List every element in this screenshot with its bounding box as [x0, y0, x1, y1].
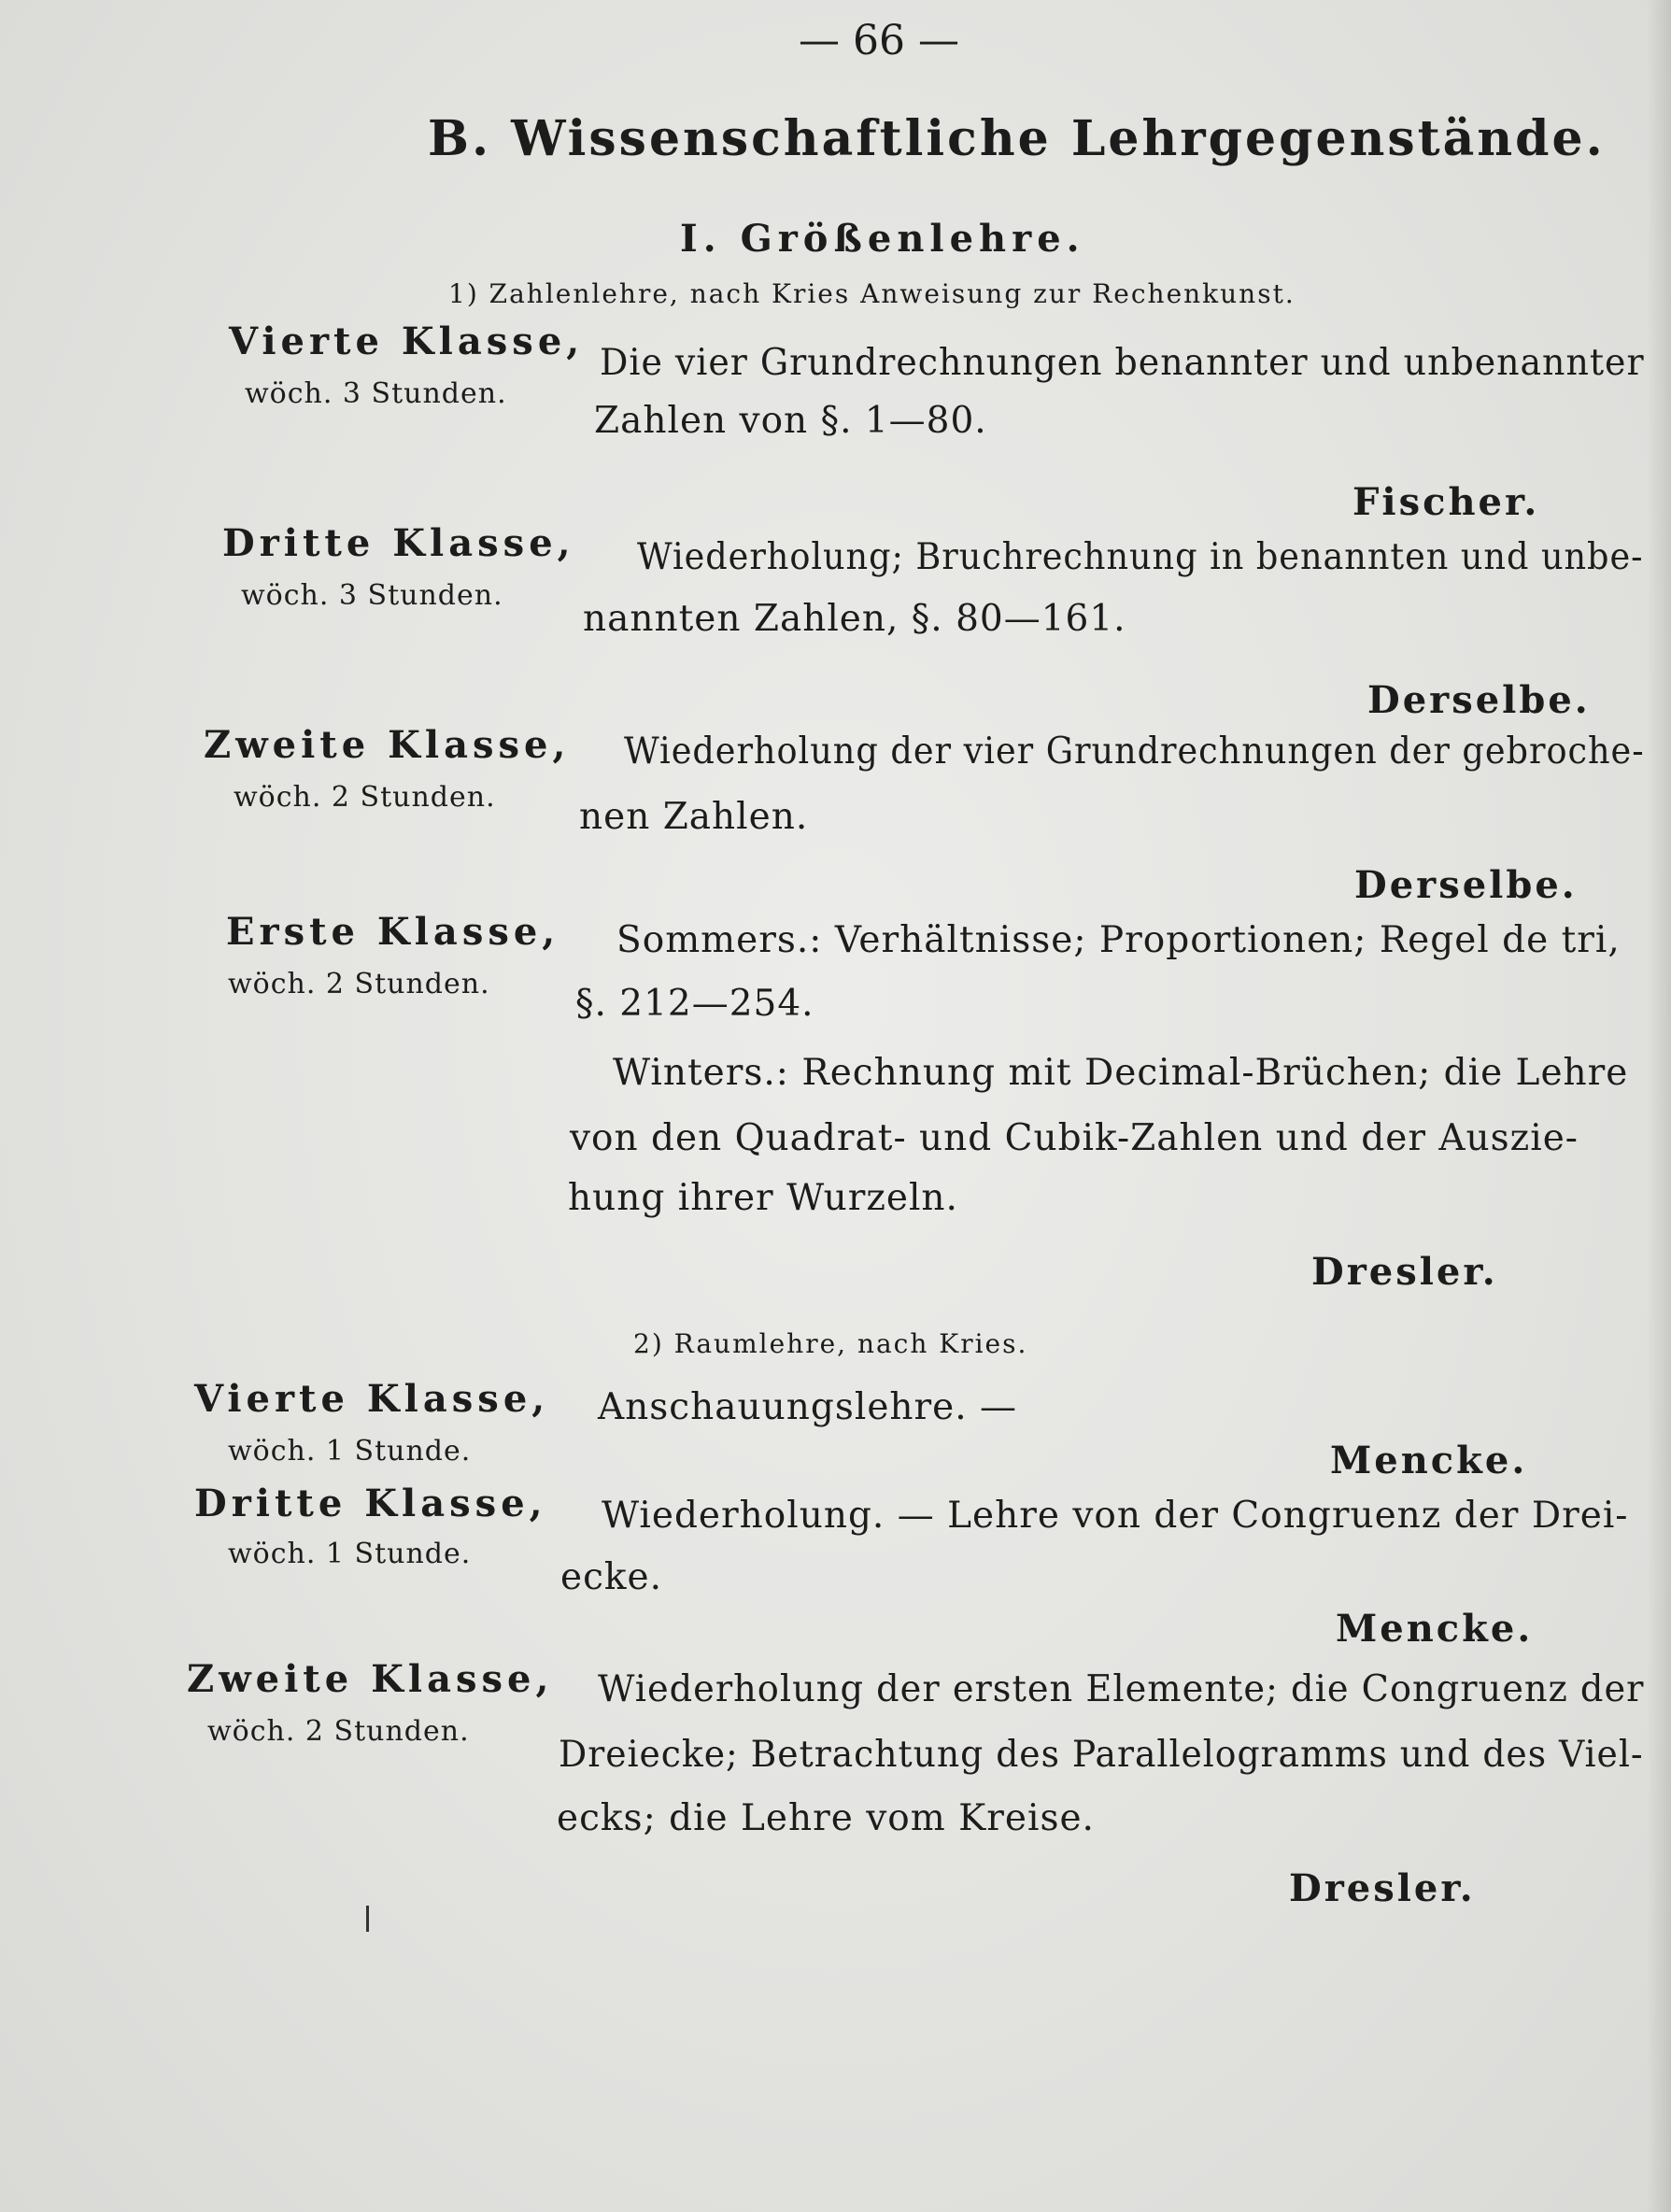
teacher-name: Derselbe. — [1367, 678, 1591, 722]
class-hours: wöch. 3 Stunden. — [245, 377, 507, 410]
geometry-heading: 2) Raumlehre, nach Kries. — [633, 1328, 1028, 1359]
teacher-name: Mencke. — [1330, 1439, 1528, 1482]
class-name: Zweite Klasse, — [187, 1657, 554, 1701]
class-hours: wöch. 2 Stunden. — [234, 781, 496, 814]
topic-line: Zahlen von §. 1—80. — [594, 400, 987, 442]
class-name: Dritte Klasse, — [222, 521, 575, 565]
page-number: — 66 — — [799, 17, 959, 64]
teacher-name: Dresler. — [1289, 1866, 1476, 1910]
teacher-name: Mencke. — [1336, 1607, 1534, 1651]
topic-line: Wiederholung der ersten Elemente; die Congruenz der — [598, 1668, 1645, 1710]
page-edge-shadow — [1647, 0, 1671, 2212]
topic-line: ecke. — [560, 1556, 663, 1598]
topic-line: nannten Zahlen, §. 80—161. — [583, 598, 1126, 640]
class-hours: wöch. 2 Stunden. — [228, 968, 490, 1000]
class-name: Zweite Klasse, — [204, 723, 571, 767]
topic-line: §. 212—254. — [575, 983, 814, 1025]
topic-line: Dreiecke; Betrachtung des Parallelogramms und des Viel- — [559, 1734, 1644, 1776]
teacher-name: Dresler. — [1311, 1250, 1498, 1294]
class-hours: wöch. 1 Stunde. — [228, 1538, 472, 1570]
topic-line: Die vier Grundrechnungen benannter und unbenannter — [600, 342, 1645, 384]
class-name: Erste Klasse, — [226, 910, 560, 954]
topic-line: nen Zahlen. — [579, 796, 809, 838]
class-hours: wöch. 1 Stunde. — [228, 1435, 472, 1468]
subsection-title: I. Größenlehre. — [680, 217, 1085, 261]
topic-line: hung ihrer Wurzeln. — [568, 1177, 958, 1219]
section-title: B. Wissenschaftliche Lehrgegenstände. — [428, 110, 1606, 167]
topic-line: Wiederholung. — Lehre von der Congruenz der Drei- — [602, 1495, 1629, 1537]
topic-line: Wiederholung; Bruchrechnung in benannten und unbe- — [637, 536, 1644, 578]
class-name: Vierte Klasse, — [229, 319, 585, 363]
topic-line: Sommers.: Verhältnisse; Proportionen; Regel de tri, — [616, 919, 1621, 961]
topic-line: von den Quadrat- und Cubik-Zahlen und der Auszie- — [570, 1117, 1579, 1159]
class-name: Vierte Klasse, — [194, 1377, 550, 1421]
class-hours: wöch. 2 Stunden. — [207, 1715, 470, 1748]
arithmetic-heading: 1) Zahlenlehre, nach Kries Anweisung zur Rechenkunst. — [448, 278, 1296, 309]
print-mark — [366, 1906, 369, 1932]
class-hours: wöch. 3 Stunden. — [241, 579, 503, 612]
teacher-name: Derselbe. — [1354, 863, 1578, 907]
class-name: Dritte Klasse, — [194, 1482, 547, 1525]
topic-line: ecks; die Lehre vom Kreise. — [557, 1797, 1095, 1839]
topic-line: Anschauungslehre. — — [598, 1386, 1018, 1428]
topic-line: Winters.: Rechnung mit Decimal-Brüchen; die Lehre — [613, 1052, 1629, 1094]
teacher-name: Fischer. — [1352, 480, 1540, 524]
topic-line: Wiederholung der vier Grundrechnungen der gebroche- — [624, 730, 1645, 773]
